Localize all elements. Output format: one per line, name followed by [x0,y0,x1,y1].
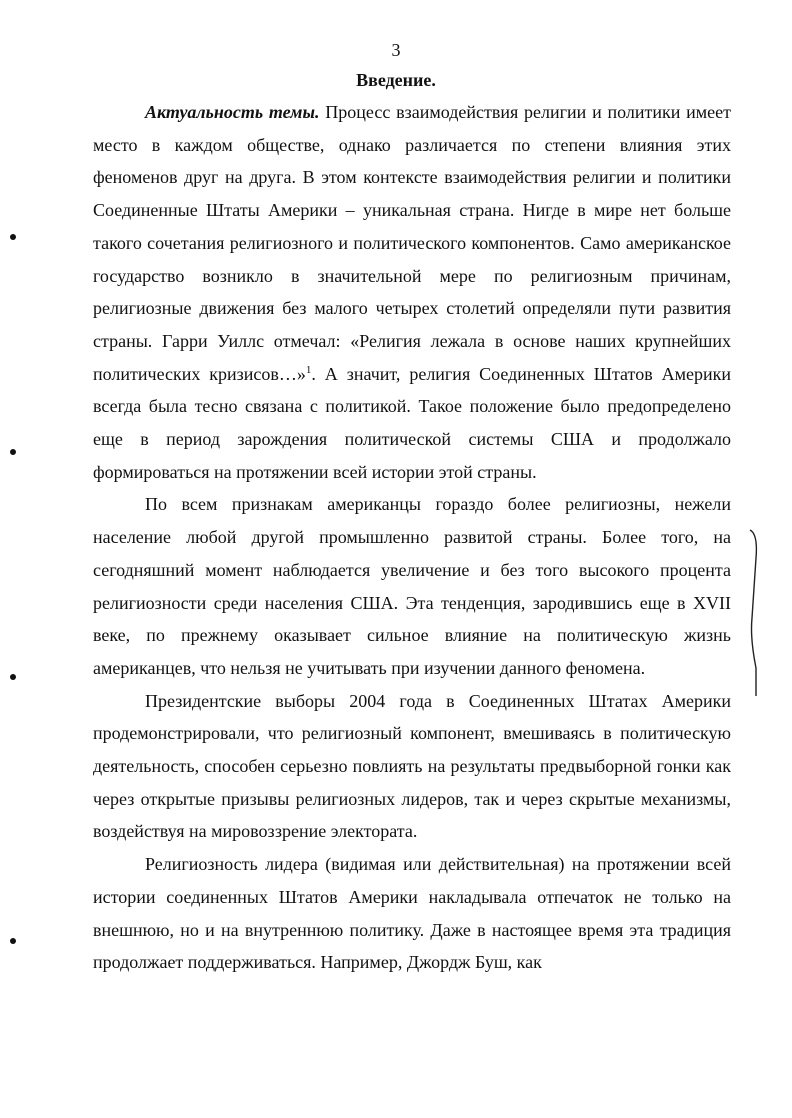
binding-hole-mark [10,234,16,240]
binding-hole-mark [10,674,16,680]
binding-hole-mark [10,449,16,455]
margin-bracket-annotation [748,528,762,698]
paragraph-religiosity: По всем признакам американцы гораздо более религиозны, нежели население любой другой промышленно развитой страны. Более того, на сегодняшний момент наблюдается увеличение и без того высокого процента религиозности среди населения США. Эта тенденция, зародившись еще в XVII веке, по прежнему оказывает сильное влияние на политическую жизнь американцев, что нельзя не учитывать при изучении данного феномена. [93,494,731,678]
relevance-text: Процесс взаимодействия религии и политики имеет место в каждом обществе, однако различается по степени влияния этих феноменов друг на друга. В этом контексте взаимодействия религии и политики Соединенные Штаты Америки – уникальная страна. Нигде в мире нет больше такого сочетания религиозного и политического компонентов. Само американское государство возникло в значительной мере по религиозным причинам, религиозные движения без малого четырех столетий определяли пути развития страны. Гарри Уиллс отмечал: «Религия лежала в основе наших крупнейших политических кризисов…» [93,102,732,384]
page-number: 3 [391,40,401,60]
paragraph-relevance [93,96,731,488]
section-heading: Введение. [356,70,436,90]
paragraph-leader: Религиозность лидера (видимая или действительная) на протяжении всей истории соединенных Штатов Америки накладывала отпечаток не только на внешнюю, но и на внутреннюю политику. Даже в настоящее время эта традиция продолжает поддерживаться. Например, Джордж Буш, как [93,854,731,973]
body-text [93,96,731,979]
footnote-marker: 1 [305,363,312,376]
relevance-text-continued: . А значит, религия Соединенных Штатов Америки всегда была тесно связана с политикой. Такое положение было предопределено еще в период зарождения политической системы США и продолжало формироваться на протяжении всей истории этой страны. [93,363,731,482]
relevance-title: Актуальность темы. [145,102,320,122]
paragraph-elections: Президентские выборы 2004 года в Соединенных Штатах Америки продемонстрировали, что религиозный компонент, вмешиваясь в политическую деятельность, способен серьезно повлиять на результаты предвыборной гонки как через открытые призывы религиозных лидеров, так и через скрытые механизмы, воздействуя на мировоззрение электората. [93,690,731,842]
binding-hole-mark [10,938,16,944]
